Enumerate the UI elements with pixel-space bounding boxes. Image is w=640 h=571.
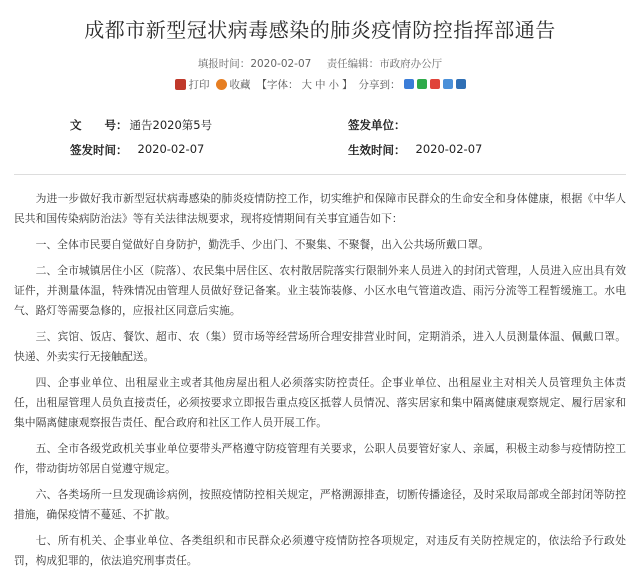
share-wechat-icon[interactable] <box>417 79 427 89</box>
paragraph: 二、全市城镇居住小区（院落）、农民集中居住区、农村散居院落实行限制外来人员进入的封闭式管理，人员进入应出具有效证件，并测量体温，特殊情况由管理人员做好登记备案。业主装饰装修、小区水电气管道改造、雨污分流等工程暂缓施工。水电气、路灯等需要急修的，应报社区同意后实施。 <box>14 264 626 317</box>
paragraph: 七、所有机关、企事业单位、各类组织和市民群众必须遵守疫情防控各项规定，对违反有关防控规定的，依法给予行政处罚，构成犯罪的，依法追究刑事责任。 <box>14 534 626 567</box>
sign-date-label: 签发时间： <box>70 142 128 157</box>
star-icon <box>216 79 227 90</box>
editor-label: 责任编辑： <box>326 58 380 70</box>
sign-date-value: 2020-02-07 <box>137 141 205 156</box>
font-large-button[interactable]: 大 <box>301 78 312 91</box>
share-weibo-icon[interactable] <box>430 79 440 89</box>
paragraph: 为进一步做好我市新型冠状病毒感染的肺炎疫情防控工作，切实维护和保障市民群众的生命安全和身体健康，根据《中华人民共和国传染病防治法》等有关法律法规要求，现将疫情期间有关事宜通告如下： <box>14 192 626 225</box>
effective-date-value: 2020-02-07 <box>415 141 483 156</box>
fill-date-label: 填报时间： <box>197 58 251 70</box>
article-body <box>14 189 626 571</box>
doc-number <box>70 117 348 133</box>
doc-number-value: 通告2020第5号 <box>129 117 213 132</box>
paragraph: 五、全市各级党政机关事业单位要带头严格遵守防疫管理有关要求，公职人员要管好家人、亲属，积极主动参与疫情防控工作，带动街坊邻居自觉遵守规定。 <box>14 442 626 475</box>
share-bar <box>359 77 466 92</box>
sign-date <box>70 142 348 158</box>
share-plus-icon[interactable] <box>404 79 414 89</box>
font-small-button[interactable]: 小 <box>328 78 339 91</box>
paragraph: 三、宾馆、饭店、餐饮、超市、农（集）贸市场等经营场所合理安排营业时间，定期消杀，进入人员测量体温、佩戴口罩。快递、外卖实行无接触配送。 <box>14 330 626 363</box>
printer-icon <box>175 79 186 90</box>
paragraph: 一、全体市民要自觉做好自身防护，勤洗手、少出门、不聚集、不聚餐，出入公共场所戴口罩。 <box>35 238 490 251</box>
effective-date <box>348 142 626 158</box>
font-suffix: 】 <box>342 78 353 91</box>
paragraph: 六、各类场所一旦发现确诊病例，按照疫情防控相关规定，严格溯源排查，切断传播途径，及时采取局部或全部封闭等防控措施，确保疫情不蔓延、不扩散。 <box>14 488 626 521</box>
issuer <box>348 117 626 133</box>
effective-date-label: 生效时间： <box>348 142 406 157</box>
page-title: 成都市新型冠状病毒感染的肺炎疫情防控指挥部通告 <box>84 18 556 42</box>
share-qzone-icon[interactable] <box>443 79 453 89</box>
article-meta <box>14 56 626 70</box>
fill-date <box>198 58 312 70</box>
print-label: 打印 <box>188 78 210 91</box>
font-medium-button[interactable]: 中 <box>315 78 326 91</box>
fill-date-value: 2020-02-07 <box>250 58 312 70</box>
issuer-label: 签发单位： <box>348 117 406 132</box>
favorite-label: 收藏 <box>229 78 251 91</box>
share-renren-icon[interactable] <box>456 79 466 89</box>
font-size-controls <box>257 77 353 92</box>
share-label: 分享到： <box>358 78 401 91</box>
header-row-1 <box>14 112 626 137</box>
header-row-2 <box>14 137 626 162</box>
header-divider <box>14 174 626 175</box>
print-button[interactable] <box>175 77 210 92</box>
document-header-table <box>14 112 626 162</box>
paragraph: 四、企事业单位、出租屋业主或者其他房屋出租人必须落实防控责任。企事业单位、出租屋业主对相关人员管理负主体责任，出租屋管理人员负直接责任，必须按要求立即报告重点疫区抵蓉人员情况、落实居家和集中隔离健康观察规定、履行居家和集中隔离健康观察报告责任、配合政府和社区工作人员开展工作。 <box>14 376 626 429</box>
editor-value: 市政府办公厅 <box>379 58 443 70</box>
editor <box>327 58 443 70</box>
doc-number-label: 文 号： <box>70 117 128 132</box>
favorite-button[interactable] <box>216 77 251 92</box>
font-prefix: 【字体： <box>256 78 299 91</box>
article-toolbar <box>14 76 626 92</box>
